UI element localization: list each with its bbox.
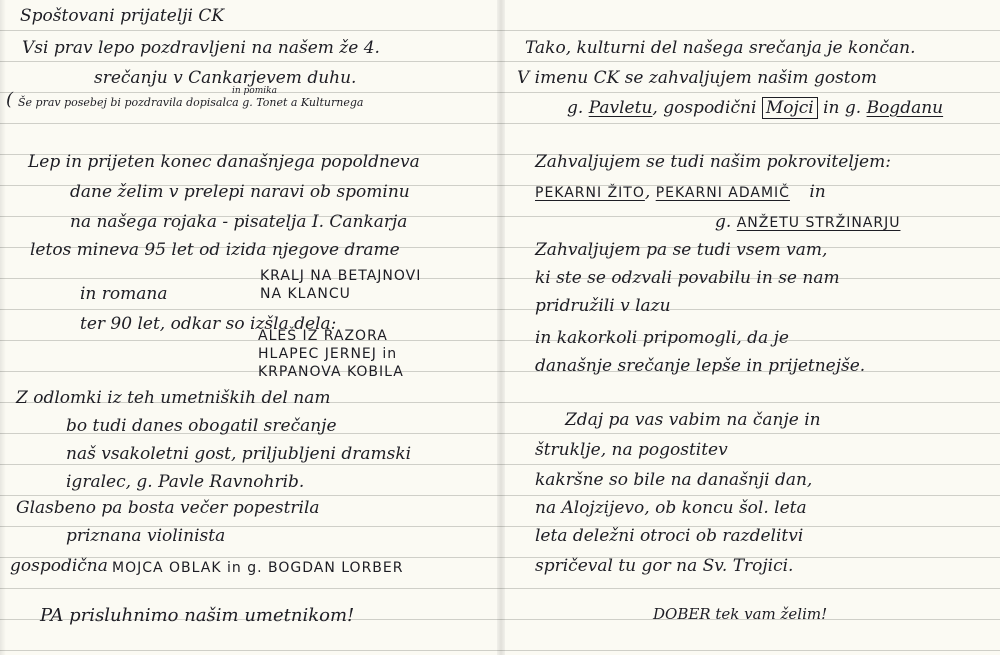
text-line: Vsi prav lepo pozdravljeni na našem že 4. <box>22 38 380 58</box>
text-line: spričeval tu gor na Sv. Trojici. <box>535 556 794 576</box>
text-line: igralec, g. Pavle Ravnohrib. <box>66 472 305 492</box>
right-page <box>505 0 1000 655</box>
work-title: KRALJ NA BETAJNOVI <box>260 268 422 284</box>
text-line: ki ste se odzvali povabilu in se nam <box>535 268 840 288</box>
greeting-line: Spoštovani prijatelji CK <box>20 6 225 26</box>
text-line: Zahvaljujem se tudi našim pokroviteljem: <box>535 152 891 172</box>
sponsor-name: PEKARNI ADAMIČ <box>655 185 790 201</box>
text-line <box>567 98 943 118</box>
left-page <box>0 0 497 655</box>
text-line: leta deležni otroci ob razdelitvi <box>535 526 804 546</box>
text-line <box>715 212 900 233</box>
text-line: bo tudi danes obogatil srečanje <box>66 416 337 436</box>
text-line: PEKARNI ŽITO, PEKARNI ADAMIČ in <box>535 182 826 202</box>
sponsor-name: ANŽETU STRŽINARJU <box>736 215 901 231</box>
text-line: kakršne so bile na današnji dan, <box>535 470 813 490</box>
text-line: na našega rojaka - pisatelja I. Cankarja <box>70 212 408 232</box>
text-line: V imenu CK se zahvaljujem našim gostom <box>517 68 877 88</box>
text-line: Z odlomki iz teh umetniških del nam <box>16 388 331 408</box>
text-line: Zahvaljujem pa se tudi vsem vam, <box>535 240 828 260</box>
text-line: in romana <box>80 284 168 304</box>
work-title: ALEŠ IZ RAZORA <box>258 328 388 344</box>
closing-line: PA prisluhnimo našim umetnikom! <box>40 605 355 626</box>
text-line: na Alojzijevo, ob koncu šol. leta <box>535 498 807 518</box>
text-line: priznana violinista <box>66 526 226 546</box>
work-title: HLAPEC JERNEJ in <box>258 346 398 362</box>
aside-parenthesis: ( <box>6 89 14 110</box>
guest-name: Mojci <box>762 97 818 119</box>
text-line: štruklje, na pogostitev <box>535 440 728 460</box>
text-line: ter 90 let, odkar so izšla dela: <box>80 314 337 334</box>
text-line: Zdaj pa vas vabim na čanje in <box>565 410 821 430</box>
closing-line: DOBER tek vam želim! <box>653 605 828 623</box>
text-line: Lep in prijeten konec današnjega popoldneva <box>28 152 420 172</box>
work-title: KRPANOVA KOBILA <box>258 364 404 380</box>
page-fold <box>497 0 505 655</box>
aside-note: Še prav posebej bi pozdravila dopisalca g. Tonet a Kulturnega <box>18 96 364 109</box>
inserted-words: in pomika <box>232 86 277 96</box>
text-fragment: g. <box>567 98 584 118</box>
text-line: letos mineva 95 let od izida njegove drame <box>30 240 400 260</box>
text-line: Tako, kulturni del našega srečanja je končan. <box>525 38 916 58</box>
text-line: in kakorkoli pripomogli, da je <box>535 328 789 348</box>
text-fragment: g. <box>715 212 732 232</box>
text-line: srečanju v Cankarjevem duhu. <box>94 68 357 88</box>
work-title: NA KLANCU <box>260 286 351 302</box>
text-fragment: in <box>809 182 826 202</box>
guest-name: Pavletu <box>588 98 653 118</box>
text-line: Glasbeno pa bosta večer popestrila <box>16 498 320 518</box>
text-fragment: in g. <box>823 98 862 118</box>
guest-name: Bogdanu <box>866 98 944 118</box>
text-line: današnje srečanje lepše in prijetnejše. <box>535 356 866 376</box>
text-line: dane želim v prelepi naravi ob spominu <box>70 182 410 202</box>
performers-names: MOJCA OBLAK in g. BOGDAN LORBER <box>112 560 404 576</box>
sponsor-name: PEKARNI ŽITO <box>535 185 645 201</box>
text-fragment: , gospodični <box>652 98 757 118</box>
text-line: gospodična <box>10 556 108 576</box>
text-line: pridružili v lazu <box>535 296 671 316</box>
text-line: naš vsakoletni gost, priljubljeni dramski <box>66 444 412 464</box>
